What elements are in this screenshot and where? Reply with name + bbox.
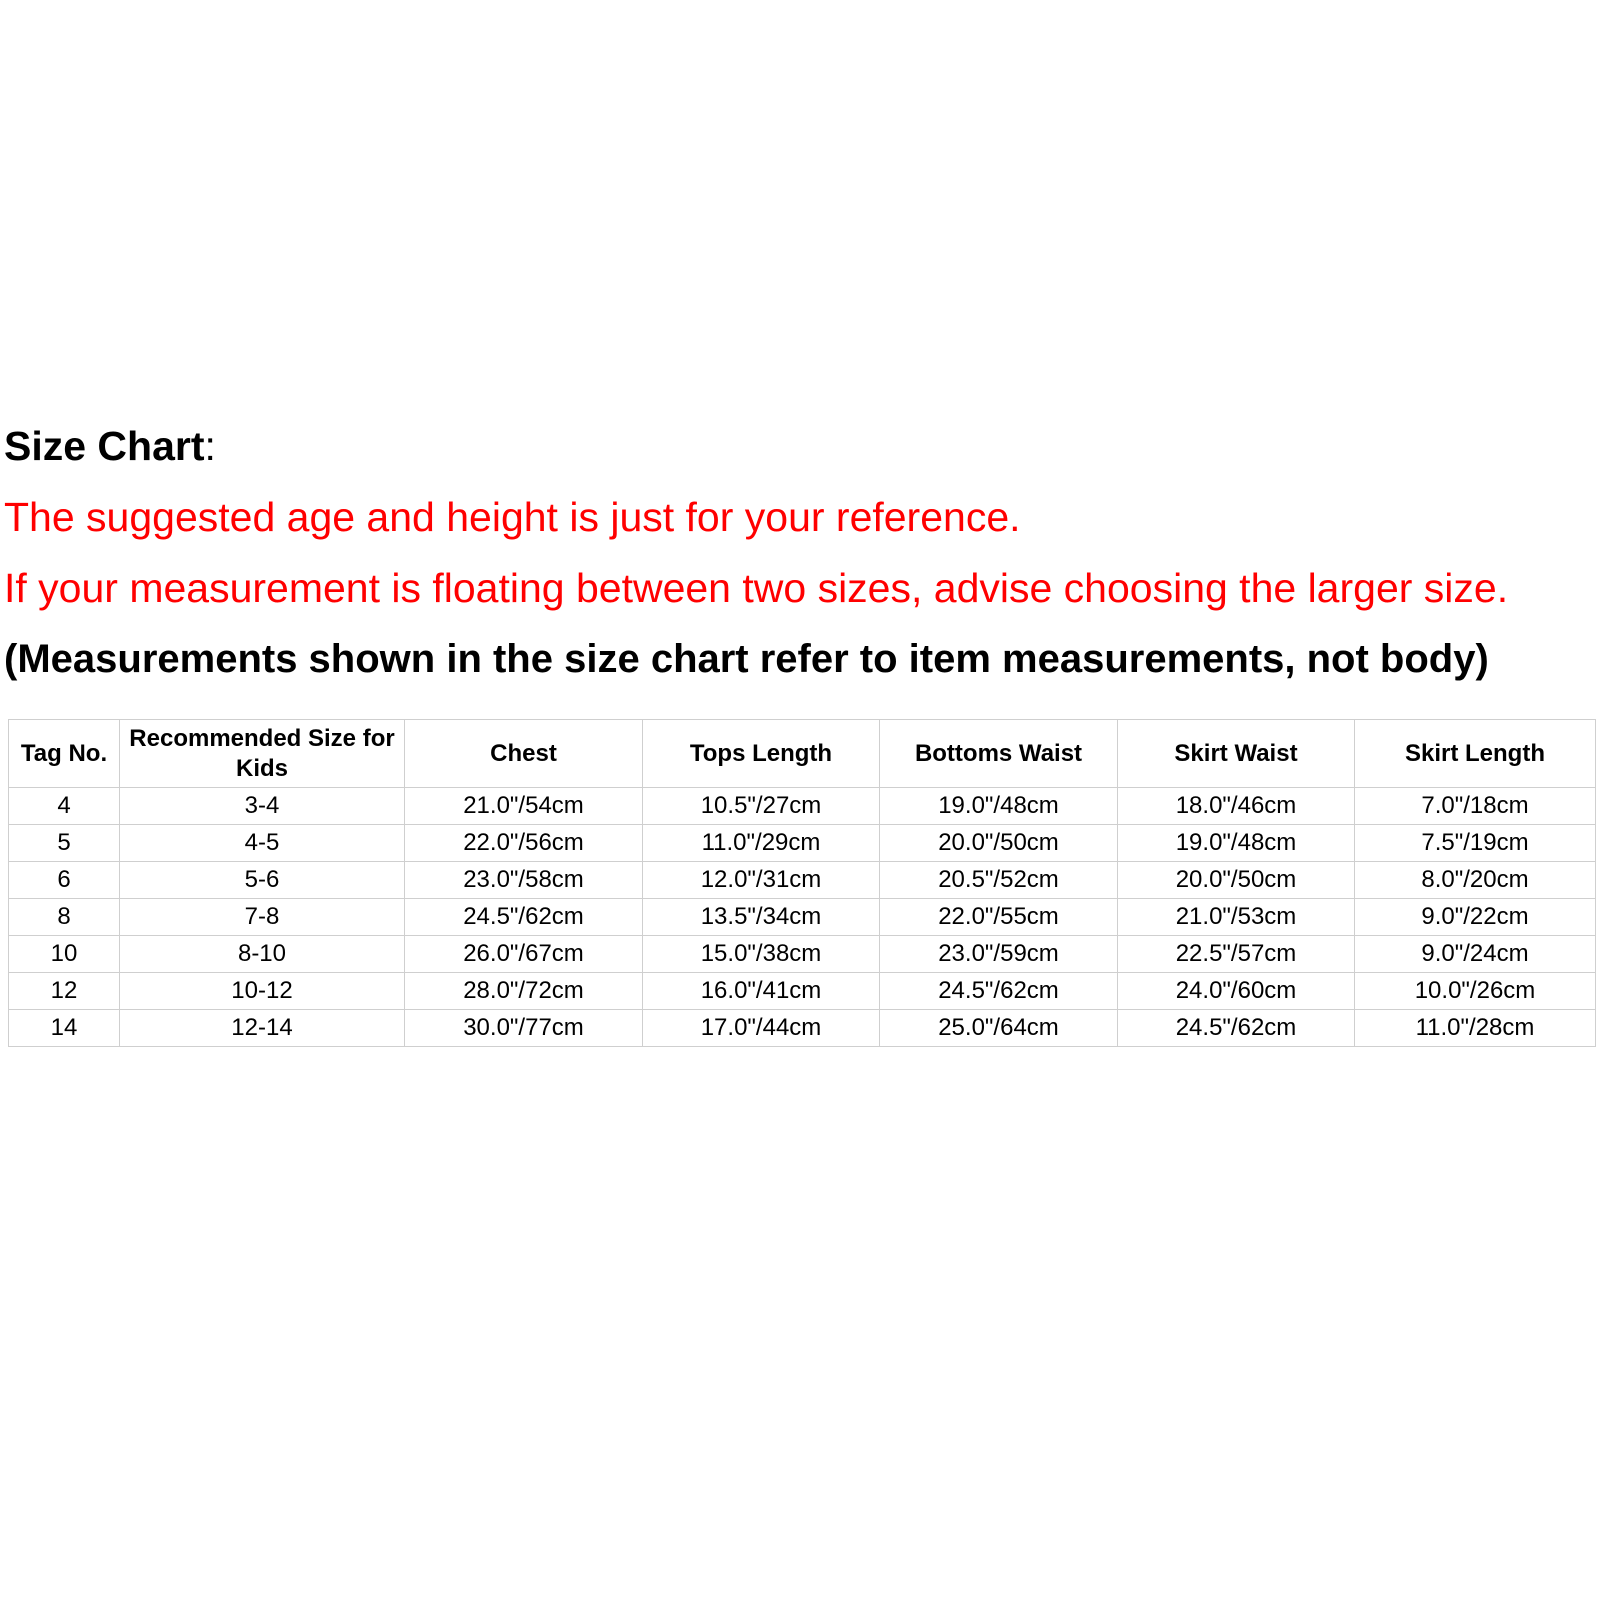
cell-tops-length: 13.5"/34cm: [643, 899, 880, 936]
cell-skirt-length: 7.5"/19cm: [1355, 825, 1596, 862]
table-row: [9, 973, 1596, 1010]
cell-skirt-length: 7.0"/18cm: [1355, 788, 1596, 825]
cell-skirt-length: 9.0"/24cm: [1355, 936, 1596, 973]
cell-skirt-length: 9.0"/22cm: [1355, 899, 1596, 936]
table-row: [9, 862, 1596, 899]
cell-tag-no: 5: [9, 825, 120, 862]
cell-recommended-size: 4-5: [120, 825, 405, 862]
cell-skirt-waist: 20.0"/50cm: [1118, 862, 1355, 899]
header-recommended-size: Recommended Size for Kids: [120, 720, 405, 788]
cell-recommended-size: 12-14: [120, 1010, 405, 1047]
cell-skirt-waist: 24.0"/60cm: [1118, 973, 1355, 1010]
measurement-note: (Measurements shown in the size chart refer to item measurements, not body): [4, 637, 1489, 681]
cell-bottoms-waist: 20.0"/50cm: [880, 825, 1118, 862]
cell-recommended-size: 8-10: [120, 936, 405, 973]
cell-recommended-size: 7-8: [120, 899, 405, 936]
header-skirt-waist: Skirt Waist: [1118, 720, 1355, 788]
cell-chest: 24.5"/62cm: [405, 899, 643, 936]
cell-bottoms-waist: 19.0"/48cm: [880, 788, 1118, 825]
cell-tops-length: 11.0"/29cm: [643, 825, 880, 862]
cell-skirt-waist: 19.0"/48cm: [1118, 825, 1355, 862]
cell-skirt-length: 11.0"/28cm: [1355, 1010, 1596, 1047]
cell-chest: 22.0"/56cm: [405, 825, 643, 862]
cell-tops-length: 16.0"/41cm: [643, 973, 880, 1010]
cell-skirt-length: 10.0"/26cm: [1355, 973, 1596, 1010]
cell-recommended-size: 5-6: [120, 862, 405, 899]
size-table: [8, 719, 1596, 1047]
cell-tag-no: 10: [9, 936, 120, 973]
cell-chest: 30.0"/77cm: [405, 1010, 643, 1047]
header-bottoms-waist: Bottoms Waist: [880, 720, 1118, 788]
cell-tag-no: 6: [9, 862, 120, 899]
cell-chest: 26.0"/67cm: [405, 936, 643, 973]
cell-bottoms-waist: 23.0"/59cm: [880, 936, 1118, 973]
size-table-body: [9, 788, 1596, 1047]
table-row: [9, 788, 1596, 825]
cell-skirt-waist: 24.5"/62cm: [1118, 1010, 1355, 1047]
cell-tops-length: 10.5"/27cm: [643, 788, 880, 825]
cell-recommended-size: 10-12: [120, 973, 405, 1010]
page-title-text: Size Chart: [4, 423, 205, 469]
cell-tag-no: 12: [9, 973, 120, 1010]
sizing-advice-notice: If your measurement is floating between two sizes, advise choosing the larger size.: [4, 565, 1509, 611]
header-row: [9, 720, 1596, 788]
cell-bottoms-waist: 20.5"/52cm: [880, 862, 1118, 899]
cell-bottoms-waist: 24.5"/62cm: [880, 973, 1118, 1010]
cell-bottoms-waist: 22.0"/55cm: [880, 899, 1118, 936]
cell-chest: 23.0"/58cm: [405, 862, 643, 899]
page-title: [4, 422, 1600, 470]
header-chest: Chest: [405, 720, 643, 788]
cell-recommended-size: 3-4: [120, 788, 405, 825]
header-skirt-length: Skirt Length: [1355, 720, 1596, 788]
cell-skirt-waist: 21.0"/53cm: [1118, 899, 1355, 936]
cell-bottoms-waist: 25.0"/64cm: [880, 1010, 1118, 1047]
cell-chest: 21.0"/54cm: [405, 788, 643, 825]
table-row: [9, 1010, 1596, 1047]
size-table-header: [9, 720, 1596, 788]
header-tops-length: Tops Length: [643, 720, 880, 788]
cell-skirt-waist: 22.5"/57cm: [1118, 936, 1355, 973]
table-row: [9, 899, 1596, 936]
cell-tops-length: 15.0"/38cm: [643, 936, 880, 973]
cell-tag-no: 14: [9, 1010, 120, 1047]
table-row: [9, 825, 1596, 862]
cell-chest: 28.0"/72cm: [405, 973, 643, 1010]
header-tag-no: Tag No.: [9, 720, 120, 788]
cell-tops-length: 17.0"/44cm: [643, 1010, 880, 1047]
cell-skirt-length: 8.0"/20cm: [1355, 862, 1596, 899]
cell-skirt-waist: 18.0"/46cm: [1118, 788, 1355, 825]
cell-tag-no: 4: [9, 788, 120, 825]
cell-tag-no: 8: [9, 899, 120, 936]
size-chart-intro: [4, 422, 1600, 706]
reference-notice: The suggested age and height is just for your reference.: [4, 494, 1021, 540]
page-title-colon: :: [204, 423, 216, 469]
cell-tops-length: 12.0"/31cm: [643, 862, 880, 899]
table-row: [9, 936, 1596, 973]
